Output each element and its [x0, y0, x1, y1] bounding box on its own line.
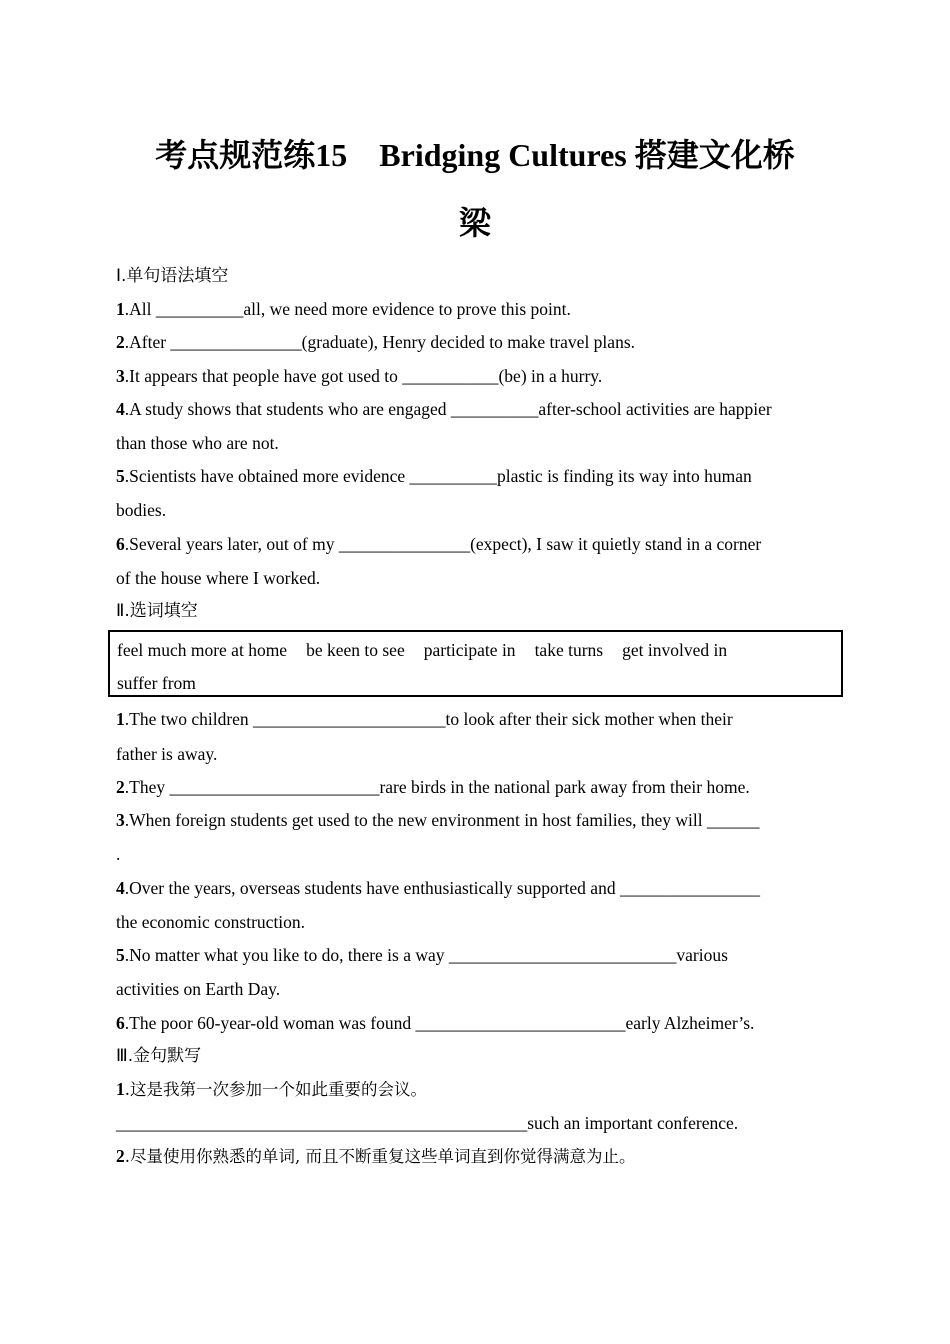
phrase: take turns — [534, 640, 604, 660]
s2-q4-cont: the economic construction. — [116, 912, 306, 932]
q-number: 6 — [116, 534, 125, 554]
s3-q2 — [116, 1146, 636, 1167]
s1-q2 — [116, 332, 635, 352]
page-title-continued: 梁 — [458, 205, 491, 241]
q-text: .Scientists have obtained more evidence __________plastic is finding its way into human — [124, 466, 752, 486]
q-text: .After _______________(graduate), Henry decided to make travel plans. — [124, 332, 636, 352]
s1-q5-cont: bodies. — [116, 500, 167, 520]
s1-q5 — [116, 466, 752, 486]
s1-q4 — [116, 399, 772, 419]
q-text: .No matter what you like to do, there is a way __________________________various — [124, 945, 728, 965]
q-number: 2 — [116, 777, 125, 797]
phrase: get involved in — [622, 640, 728, 660]
section2-heading: Ⅱ.选词填空 — [116, 601, 198, 621]
section3-heading: Ⅲ.金句默写 — [116, 1046, 202, 1066]
q-text: .Several years later, out of my _______________(expect), I saw it quietly stand in a corner — [124, 534, 762, 554]
s2-q2 — [116, 777, 750, 797]
word-bank-box — [108, 630, 843, 697]
q-text: .All __________all, we need more evidence to prove this point. — [124, 299, 571, 319]
s2-q5-cont: activities on Earth Day. — [116, 979, 281, 999]
s2-q1-cont: father is away. — [116, 744, 218, 764]
phrase: be keen to see — [306, 640, 405, 660]
s1-q6-cont: of the house where I worked. — [116, 568, 321, 588]
q-number: 2 — [116, 1146, 125, 1166]
q-number: 2 — [116, 332, 125, 352]
q-text: .It appears that people have got used to ___________(be) in a hurry. — [124, 366, 603, 386]
q-number: 6 — [116, 1013, 125, 1033]
word-bank-line — [117, 673, 196, 693]
q-prompt: .这是我第一次参加一个如此重要的会议。 — [124, 1080, 427, 1099]
q-text: .A study shows that students who are engaged __________after-school activities are happier — [124, 399, 772, 419]
s1-q3 — [116, 366, 602, 386]
q-number: 5 — [116, 466, 125, 486]
q-text: .The poor 60-year-old woman was found ________________________early Alzheimer’s. — [124, 1013, 755, 1033]
phrase: suffer from — [117, 673, 196, 693]
q-text: .When foreign students get used to the new environment in host families, they will ______ — [124, 810, 760, 830]
q-number: 3 — [116, 366, 125, 386]
q-number: 3 — [116, 810, 125, 830]
s1-q6 — [116, 534, 761, 554]
s1-q4-cont: than those who are not. — [116, 433, 279, 453]
s2-q3 — [116, 810, 760, 830]
s1-q1 — [116, 299, 571, 319]
q-number: 1 — [116, 299, 125, 319]
s2-q6 — [116, 1013, 754, 1033]
phrase: participate in — [423, 640, 516, 660]
s2-q4 — [116, 878, 760, 898]
q-prompt: .尽量使用你熟悉的单词, 而且不断重复这些单词直到你觉得满意为止。 — [124, 1147, 636, 1166]
s2-q1 — [116, 709, 733, 729]
q-text: .The two children ______________________to look after their sick mother when their — [124, 709, 733, 729]
word-bank-line — [117, 640, 727, 660]
q-number: 1 — [116, 1079, 125, 1099]
phrase: feel much more at home — [117, 640, 288, 660]
s3-q1 — [116, 1079, 427, 1100]
section1-heading: Ⅰ.单句语法填空 — [116, 266, 229, 286]
s3-q1-answer: _______________________________________________such an important conference. — [116, 1113, 739, 1133]
s2-q5 — [116, 945, 728, 965]
q-number: 4 — [116, 399, 125, 419]
q-text: .Over the years, overseas students have enthusiastically supported and ________________ — [124, 878, 760, 898]
q-number: 5 — [116, 945, 125, 965]
s2-q3-cont: . — [116, 844, 121, 864]
q-number: 4 — [116, 878, 125, 898]
page-title: 考点规范练15 Bridging Cultures 搭建文化桥 — [155, 137, 795, 173]
q-text: .They ________________________rare birds in the national park away from their home. — [124, 777, 750, 797]
q-number: 1 — [116, 709, 125, 729]
